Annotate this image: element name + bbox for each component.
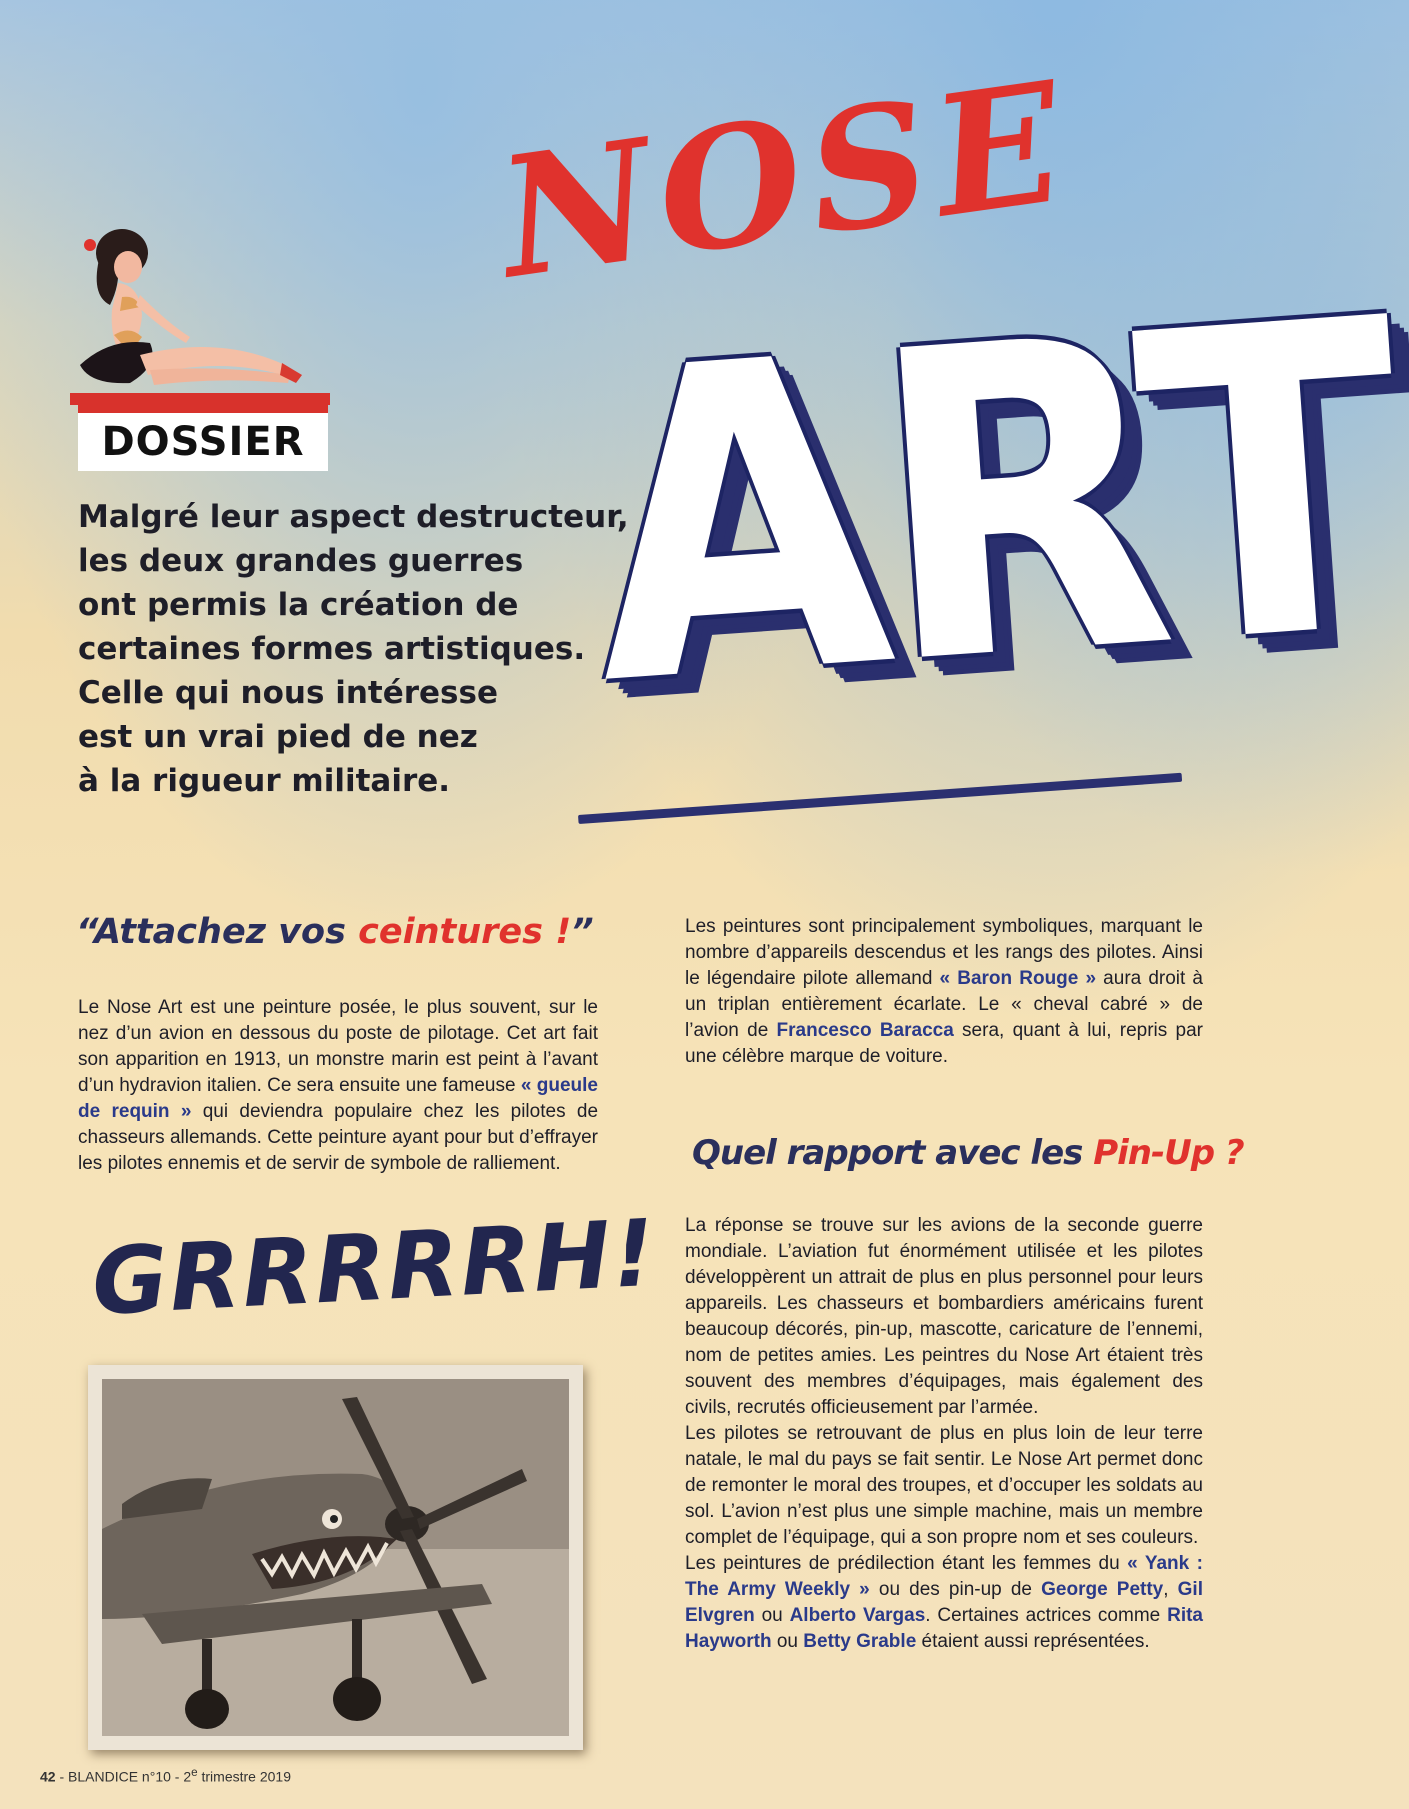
heading-highlight: Pin-Up ? bbox=[1093, 1133, 1244, 1173]
paragraph-predilection bbox=[685, 1551, 1203, 1655]
intro-line: à la rigueur militaire. bbox=[78, 763, 451, 799]
intro-line: les deux grandes guerres bbox=[78, 543, 524, 579]
text-run: Les peintures sont principalement symboliques, marquant le nombre d’appareils descendus et les rangs des pilotes. Ainsi le légendaire pilote allemand bbox=[685, 916, 1203, 989]
text-run: Les peintures de prédilection étant les femmes du bbox=[685, 1553, 1128, 1574]
dossier-label: DOSSIER bbox=[101, 419, 305, 465]
page-footer bbox=[40, 1766, 291, 1785]
highlight-george-petty: George Petty bbox=[1041, 1579, 1164, 1600]
dossier-badge bbox=[78, 405, 328, 471]
highlight-gil-elvgren: Gil Elvgren bbox=[685, 1579, 1203, 1626]
paragraph-seconde-guerre: La réponse se trouve sur les avions de la seconde guerre mondiale. L’aviation fut énormément utilisée et les pilotes développèrent un attrait de plus en plus personnel pour leurs appareils. Les chasseurs et bombardiers américains furent beaucoup décorés, pin-up, mascotte, caricature de l’ennemi, nom de petites amies. Les peintres du Nose Art étaient très souvent des membres d’équipages, mais également des civils, recrutés officieusement par l’armée. bbox=[685, 1215, 1203, 1418]
highlight-alberto-vargas: Alberto Vargas bbox=[789, 1605, 926, 1626]
highlight-betty-grable: Betty Grable bbox=[803, 1631, 917, 1652]
intro-line: est un vrai pied de nez bbox=[78, 719, 478, 755]
pinup-illustration bbox=[70, 225, 330, 405]
intro-line: certaines formes artistiques. bbox=[78, 631, 586, 667]
footer-sup: e bbox=[191, 1766, 198, 1779]
warplane-photo bbox=[88, 1365, 583, 1750]
footer-text: trimestre 2019 bbox=[197, 1768, 291, 1785]
text-run: sera, quant à lui, repris par une célèbre marque de voiture. bbox=[685, 1020, 1203, 1067]
text-run: aura droit à un triplan entièrement écarlate. Le « cheval cabré » de l’avion de bbox=[685, 968, 1203, 1041]
text-run: Le Nose Art est une peinture posée, le plus souvent, sur le nez d’un avion en dessous du poste de pilotage. Cet art fait son apparition en 1913, un monstre marin est peint à l’avant d’un hydravion italien. Ce sera ensuite une fameuse bbox=[78, 997, 598, 1096]
pin-up-section-body bbox=[685, 1213, 1203, 1655]
highlight-gueule-de-requin: « gueule de requin » bbox=[78, 1075, 598, 1122]
intro-line: ont permis la création de bbox=[78, 587, 519, 623]
title-art: ART bbox=[576, 228, 1408, 780]
highlight-yank: « Yank : The Army Weekly » bbox=[685, 1553, 1204, 1600]
intro-line: Celle qui nous intéresse bbox=[78, 675, 498, 711]
text-run: ou bbox=[771, 1631, 804, 1652]
page-number: 42 bbox=[40, 1768, 56, 1785]
text-run: ou bbox=[754, 1605, 790, 1626]
grrr-exclamation: GRRRRRH! bbox=[89, 1199, 660, 1337]
heading-attachez bbox=[76, 912, 594, 952]
highlight-francesco-baracca: Francesco Baracca bbox=[776, 1020, 954, 1041]
title-nose: NOSE bbox=[488, 43, 1082, 316]
highlight-baron-rouge: « Baron Rouge » bbox=[939, 968, 1097, 989]
heading-highlight: ceintures ! bbox=[358, 912, 572, 952]
highlight-rita-hayworth: Rita Hayworth bbox=[685, 1605, 1203, 1652]
heading-text: Quel rapport avec les bbox=[692, 1133, 1094, 1173]
text-run: étaient aussi représentées. bbox=[916, 1631, 1150, 1652]
paragraph-symbolique bbox=[685, 914, 1203, 1070]
heading-quote: ” bbox=[571, 912, 594, 952]
text-run: , bbox=[1163, 1579, 1178, 1600]
intro-line: Malgré leur aspect destructeur, bbox=[78, 499, 629, 535]
paragraph-moral-troupes: Les pilotes se retrouvant de plus en plus loin de leur terre natale, le mal du pays se fait sentir. Le Nose Art permet donc de remonter le moral des troupes, et d’occuper les soldats au sol. L’avion n’est plus une simple machine, mais un membre complet de l’équipage, qui a son propre nom et ses couleurs. bbox=[685, 1423, 1203, 1548]
heading-text: “Attachez vos bbox=[76, 912, 359, 952]
text-run: qui deviendra populaire chez les pilotes de chasseurs allemands. Cette peinture ayant pour but d’effrayer les pilotes ennemis et de servir de symbole de ralliement. bbox=[78, 1101, 599, 1174]
paragraph-nose-art-intro bbox=[78, 995, 598, 1177]
footer-text: - BLANDICE n°10 - 2 bbox=[55, 1768, 192, 1785]
text-run: ou des pin-up de bbox=[869, 1579, 1042, 1600]
intro-text bbox=[78, 495, 638, 803]
heading-pin-up bbox=[692, 1133, 1244, 1173]
text-run: . Certaines actrices comme bbox=[925, 1605, 1168, 1626]
